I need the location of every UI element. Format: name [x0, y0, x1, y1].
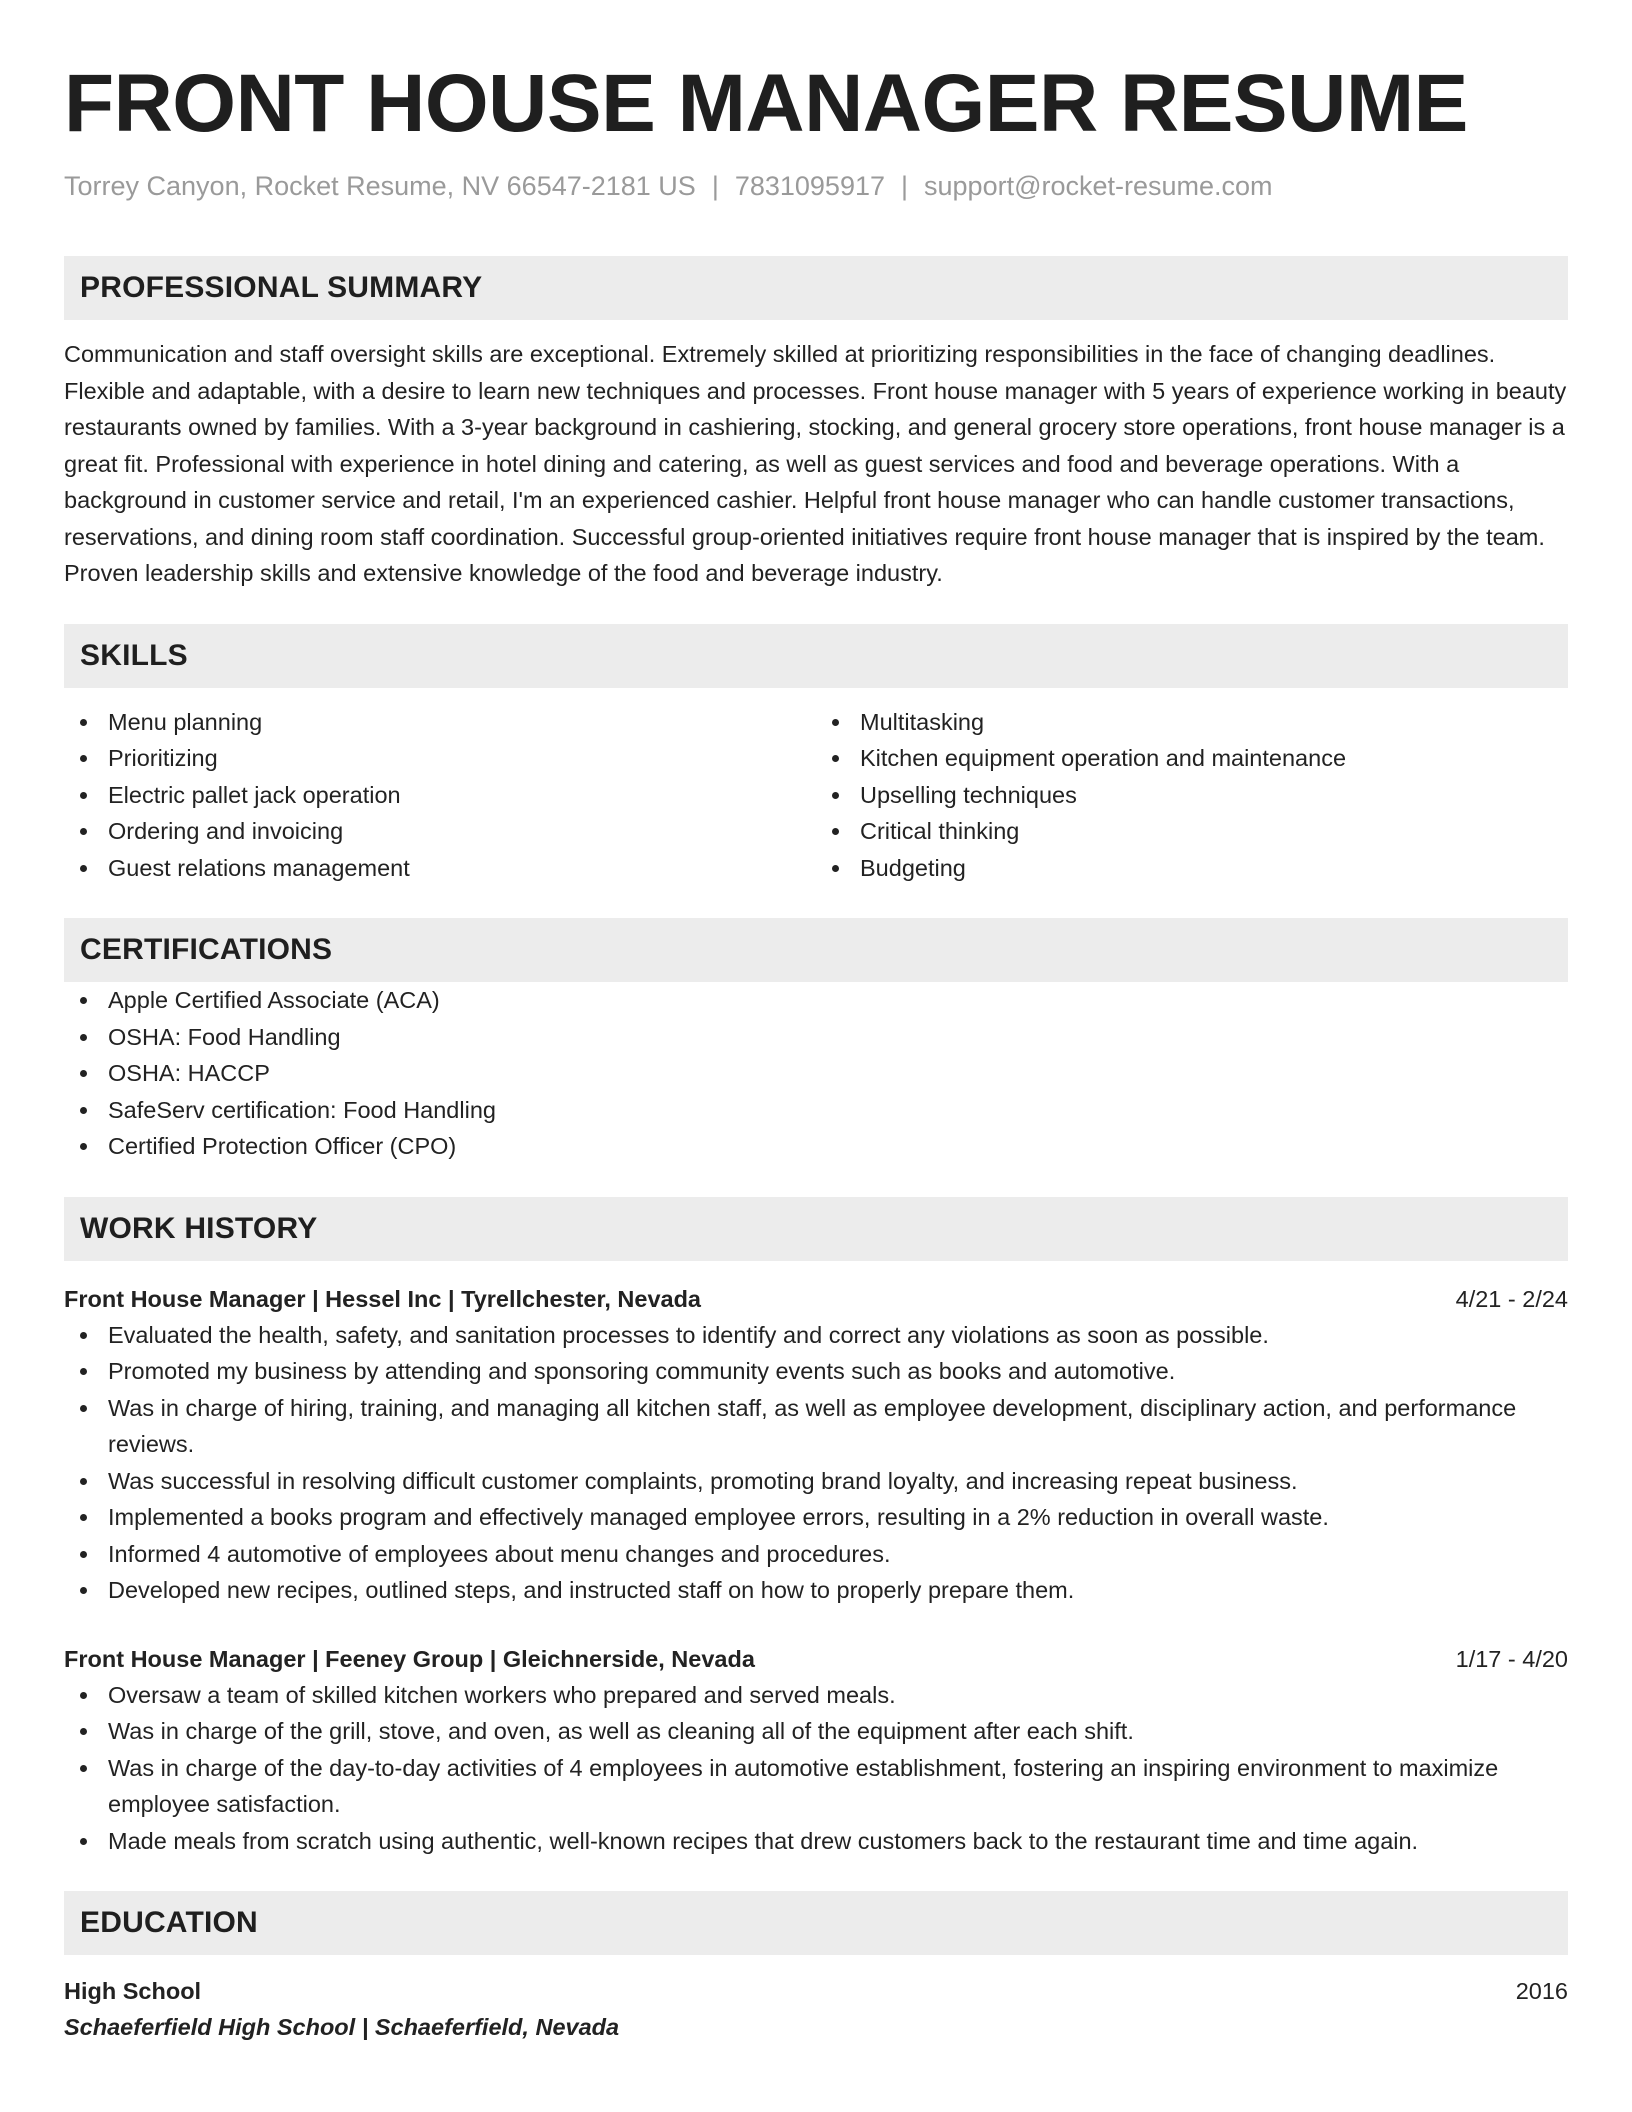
skill-item: Kitchen equipment operation and maintenance [816, 740, 1568, 777]
job-title: Front House Manager | Hessel Inc | Tyrellchester, Nevada [64, 1285, 702, 1312]
certification-item: Apple Certified Associate (ACA) [64, 982, 1568, 1019]
contact-separator: | [711, 171, 719, 201]
job-bullet: Made meals from scratch using authentic, well-known recipes that drew customers back to the restaurant time and time again. [64, 1823, 1568, 1860]
summary-text: Communication and staff oversight skills are exceptional. Extremely skilled at prioritizing responsibilities in the face of changing deadlines. Flexible and adaptable, with a desire to learn new techniques and processes. Front house manager with 5 years of experience working in beauty restaurants owned by families. With a 3-year background in cashiering, stocking, and general grocery store operations, front house manager is a great fit. Professional with experience in hotel dining and catering, as well as guest services and food and beverage operations. With a background in customer service and retail, I'm an experienced cashier. Helpful front house manager who can handle customer transactions, reservations, and dining room staff coordination. Successful group-oriented initiatives require front house manager that is inspired by the team. Proven leadership skills and extensive knowledge of the food and beverage industry. [64, 341, 1567, 586]
certifications-list [64, 982, 1568, 1165]
skill-item: Menu planning [64, 704, 816, 741]
contact-phone: 7831095917 [734, 171, 885, 201]
job-bullets [64, 1677, 1568, 1860]
job-bullet: Implemented a books program and effectively managed employee errors, resulting in a 2% reduction in overall waste. [64, 1499, 1568, 1536]
skills-grid [64, 704, 1568, 887]
skills-list-right [816, 704, 1568, 887]
job-bullet: Was successful in resolving difficult customer complaints, promoting brand loyalty, and increasing repeat business. [64, 1463, 1568, 1500]
certification-item: OSHA: HACCP [64, 1055, 1568, 1092]
section-heading-work-history: WORK HISTORY [64, 1197, 1568, 1261]
job-bullet: Promoted my business by attending and sponsoring community events such as books and automotive. [64, 1353, 1568, 1390]
job-bullet: Evaluated the health, safety, and sanitation processes to identify and correct any violations as soon as possible. [64, 1317, 1568, 1354]
job-header [64, 1281, 1568, 1317]
education-degree: High School [64, 1978, 202, 2004]
job-dates: 4/21 - 2/24 [1455, 1285, 1568, 1312]
education-header [64, 1973, 1568, 2009]
job-dates: 1/17 - 4/20 [1455, 1645, 1568, 1672]
section-heading-education: EDUCATION [64, 1891, 1568, 1955]
contact-email: support@rocket-resume.com [924, 171, 1273, 201]
skill-item: Critical thinking [816, 813, 1568, 850]
certification-item: OSHA: Food Handling [64, 1019, 1568, 1056]
certification-item: Certified Protection Officer (CPO) [64, 1128, 1568, 1165]
skill-item: Budgeting [816, 850, 1568, 887]
skills-list-left [64, 704, 816, 887]
skill-item: Electric pallet jack operation [64, 777, 816, 814]
skill-item: Ordering and invoicing [64, 813, 816, 850]
skill-item: Multitasking [816, 704, 1568, 741]
skill-item: Prioritizing [64, 740, 816, 777]
section-heading-skills: SKILLS [64, 624, 1568, 688]
job-bullet: Was in charge of the day-to-day activities of 4 employees in automotive establishment, fostering an inspiring environment to maximize employee satisfaction. [64, 1750, 1568, 1823]
job-header [64, 1641, 1568, 1677]
skill-item: Guest relations management [64, 850, 816, 887]
job-bullet: Developed new recipes, outlined steps, and instructed staff on how to properly prepare them. [64, 1572, 1568, 1609]
contact-address: Torrey Canyon, Rocket Resume, NV 66547-2181 US [64, 171, 696, 201]
job-bullet: Was in charge of the grill, stove, and oven, as well as cleaning all of the equipment after each shift. [64, 1713, 1568, 1750]
job-title: Front House Manager | Feeney Group | Gleichnerside, Nevada [64, 1645, 755, 1672]
job-bullets [64, 1317, 1568, 1609]
job-bullet: Oversaw a team of skilled kitchen workers who prepared and served meals. [64, 1677, 1568, 1714]
education-year: 2016 [1515, 1978, 1568, 2004]
skill-item: Upselling techniques [816, 777, 1568, 814]
contact-line [64, 168, 1568, 204]
section-heading-certifications: CERTIFICATIONS [64, 918, 1568, 982]
resume-title: FRONT HOUSE MANAGER RESUME [64, 58, 1468, 149]
contact-separator: | [901, 171, 909, 201]
job-bullet: Was in charge of hiring, training, and managing all kitchen staff, as well as employee development, disciplinary action, and performance reviews. [64, 1390, 1568, 1463]
job-bullet: Informed 4 automotive of employees about menu changes and procedures. [64, 1536, 1568, 1573]
certification-item: SafeServ certification: Food Handling [64, 1092, 1568, 1129]
education-school: Schaeferfield High School | Schaeferfield, Nevada [64, 2014, 620, 2040]
section-heading-summary: PROFESSIONAL SUMMARY [64, 256, 1568, 320]
